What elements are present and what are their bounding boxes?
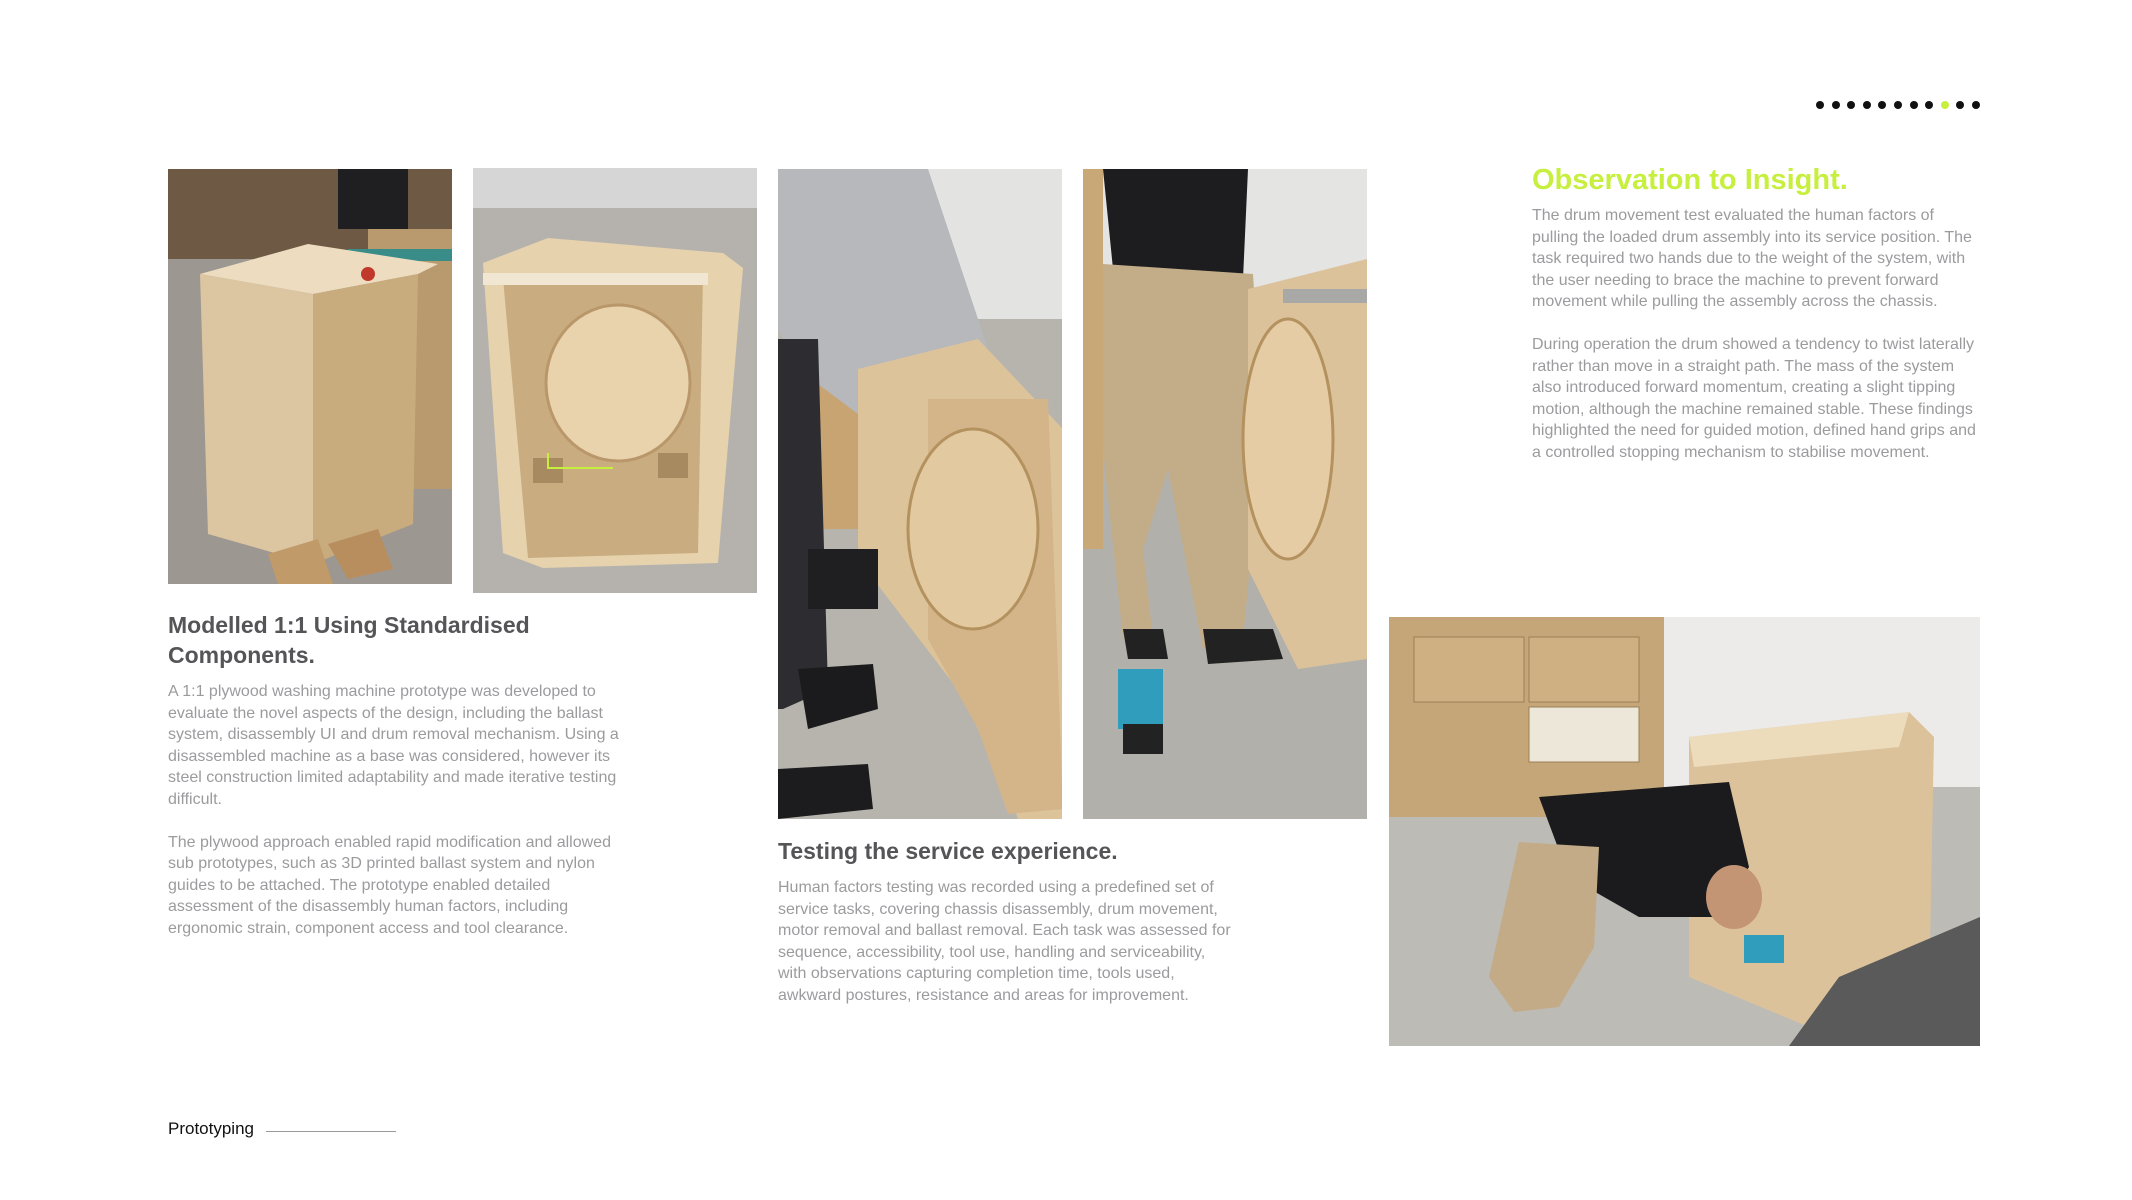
photo-man-kneeling-service	[1389, 617, 1980, 1046]
testing-title: Testing the service experience.	[778, 838, 1118, 864]
page-dot[interactable]	[1863, 101, 1871, 109]
photo-drum-pull-test	[778, 169, 1062, 819]
page-dot[interactable]	[1956, 101, 1964, 109]
page-dot[interactable]	[1910, 101, 1918, 109]
observation-paragraph-1: The drum movement test evaluated the human factors of pulling the loaded drum assembly into its service position. The task required two hands due to the weight of the system, with the user needing to brace the machine to prevent forward movement while pulling the assembly across the chassis.	[1532, 207, 1972, 311]
modelled-section	[168, 610, 638, 940]
section-label: Prototyping	[168, 1119, 254, 1138]
observation-section	[1532, 163, 1980, 464]
page-dot[interactable]	[1847, 101, 1855, 109]
page-dot[interactable]	[1832, 101, 1840, 109]
observation-paragraph-2: During operation the drum showed a tendency to twist laterally rather than move in a straight path. The mass of the system also introduced forward momentum, creating a slight tipping motion, although the machine remained stable. These findings highlighted the need for guided motion, defined hand grips and a controlled stopping mechanism to stabilise movement.	[1532, 335, 1976, 461]
modelled-title: Modelled 1:1 Using Standardised Components.	[168, 612, 530, 668]
testing-section	[778, 836, 1233, 1007]
photo-man-standing-drill	[1083, 169, 1367, 819]
observation-title: Observation to Insight.	[1532, 164, 1848, 196]
testing-paragraph: Human factors testing was recorded using a predefined set of service tasks, covering chassis disassembly, drum movement, motor removal and ballast removal. Each task was assessed for sequence, accessibility, tool use, handling and serviceability, with observations capturing completion time, tools used, awkward postures, resistance and areas for improvement.	[778, 879, 1231, 1004]
section-divider-line	[266, 1131, 396, 1132]
page-dot[interactable]	[1878, 101, 1886, 109]
photo-open-box-drum	[473, 168, 757, 593]
modelled-paragraph-1: A 1:1 plywood washing machine prototype was developed to evaluate the novel aspects of the design, including the ballast system, disassembly UI and drum removal mechanism. Using a disassembled machine as a base was considered, however its steel construction limited adaptability and made iterative testing difficult.	[168, 683, 619, 808]
page-indicator	[1816, 99, 1980, 111]
page-dot-active[interactable]	[1941, 101, 1949, 109]
page-dot[interactable]	[1894, 101, 1902, 109]
page-dot[interactable]	[1972, 101, 1980, 109]
page-dot[interactable]	[1816, 101, 1824, 109]
photo-plywood-box	[168, 169, 452, 584]
modelled-paragraph-2: The plywood approach enabled rapid modification and allowed sub prototypes, such as 3D printed ballast system and nylon guides to be attached. The prototype enabled detailed assessment of the disassembly human factors, including ergonomic strain, component access and tool clearance.	[168, 833, 611, 937]
page-dot[interactable]	[1925, 101, 1933, 109]
